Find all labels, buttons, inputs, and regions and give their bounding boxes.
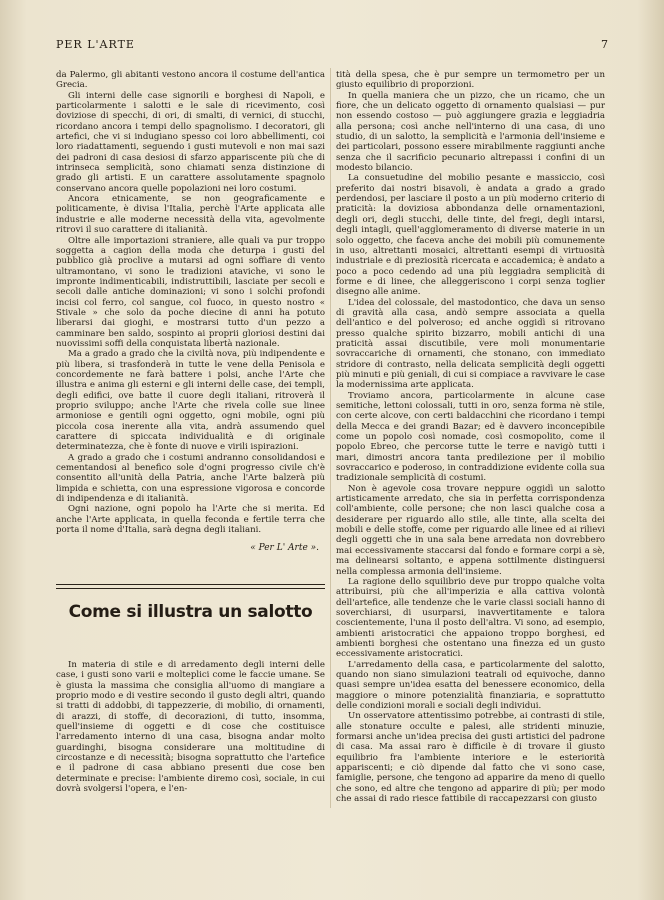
paragraph: da Palermo, gli abitanti vestono ancora il costume dell'antica Grecia.: [56, 70, 325, 91]
paragraph: La ragione dello squilibrio deve pur troppo qualche volta attribuirsi, più che all'imperizia e alla cattiva volontà dell'artefice, alle tendenze che le varie classi sociali hanno di soverchiarsi, di usurparsi, inavvertitamente e talora coscientemente, l'una il posto dell'altra. Vi sono, ad esempio, ambienti aristocratici che appaiono troppo borghesi, ed ambienti borghesi che ostentano una finezza ed un gusto eccessivamente aristocratici.: [336, 576, 605, 660]
page-header: [56, 38, 608, 54]
paragraph: Ancora etnicamente, se non geograficamente e politicamente, è divisa l'Italia, perchè l'Arte applicata alle industrie e alle moderne necessità della vita, agevolmente ritrovi il suo carattere di italianità.: [56, 194, 325, 236]
paragraph: La consuetudine del mobilio pesante e massiccio, così preferito dai nostri bisavoli, è andata a grado a grado perdendosi, per lasciare il posto a un più moderno criterio di praticità: la doviziosa abbondanza delle ornamentazioni, degli ori, degli stucchi, delle tinte, del fregi, degli intarsi, degli intagli, quell'agglomeramento di diverse materie in un solo oggetto, che faceva anche dei mobili più comunemente in uso, altrettanti mosaici, altrettanti esempi di virtuosità industriale e di preziosità ricercata e accademica; è andato a poco a poco cedendo ad una più leggiadra semplicità di forme e di linee, che alleggeriscono i corpi senza toglier disegno alle anime.: [336, 173, 605, 298]
section-divider-bottom: [56, 588, 325, 589]
article-column: [56, 660, 325, 794]
paragraph: Ma a grado a grado che la civiltà nova, più indipendente e più libera, si trasfonderà in tutte le vene della Penisola e concordemente ne farà battere i polsi, anche l'Arte che illustra e anima gli esterni e gli interni delle case, dei templi, degli edifici, ove batte il cuore degli italiani, ritroverà il proprio sviluppo; anche l'Arte che rivela colle sue linee armoniose e gentili ogni oggetto, ogni mobile, ogni più piccola cosa inerente alla vita, andrà assumendo quel carattere di spiccata individualità e di originale determinatezza, che è fonte di nuove e virili ispirazioni.: [56, 349, 325, 453]
signature: « Per L' Arte ».: [250, 543, 319, 554]
paragraph: L'idea del colossale, del mastodontico, che dava un senso di gravità alla casa, andò sempre associata a quella dell'antico e del polveroso; ed anche oggidì si ritrovano presso qualche spirito bizzarro, mobili antichi di una praticità assai discutibile, vere moli monumentarie sovraccariche di ornamenti, che stonano, con immediato stridore di contrasto, nella delicata semplicità degli oggetti più minuti e più geniali, di cui si compiace a ravvivare le case la modernissima arte applicata.: [336, 297, 605, 391]
paragraph: Gli interni delle case signorili e borghesi di Napoli, e particolarmente i salotti e le sale di ricevimento, così doviziose di specchi, di ori, di smalti, di vernici, di stucchi, ricordano ancora i tempi dello spagnolismo. I decoratori, gli artefici, che vi si indugiano spesso coi loro abbellimenti, coi loro riadattamenti, seguendo i gusti mutevoli e non mai sazi dei padroni di casa desiosi di sfarzo appariscente più che di intrinseca semplicità, sono chiamati senza distinzione di grado gli artisti. E un carattere assolutamente spagnolo conservano ancora quelle popolazioni nei loro costumi.: [56, 90, 325, 194]
right-column: [336, 70, 605, 804]
article-title: Come si illustra un salotto: [68, 602, 313, 622]
paragraph: A grado a grado che i costumi andranno consolidandosi e cementandosi al benefico sole d'ogni progresso civile ch'è consentito all'unità della Patria, anche l'Arte balzerà più limpida e schietta, con una espressione vigorosa e concorde di indipendenza e di italianità.: [56, 452, 325, 505]
column-gutter: [330, 68, 331, 808]
paragraph: tità della spesa, che è pur sempre un termometro per un giusto equilibrio di proporzioni.: [336, 70, 605, 91]
left-column: [56, 70, 325, 554]
page-number: 7: [601, 38, 608, 51]
running-title: PER L'ARTE: [56, 38, 135, 51]
paragraph: In quella maniera che un pizzo, che un ricamo, che un fiore, che un delicato oggetto di ornamento qualsiasi — pur non essendo costoso — può aggiungere grazia e leggiadria alla persona; così anche nell'interno di una casa, di uno studio, di un salotto, la semplicità e l'armonia dell'insieme e dei particolari, possono essere mirabilmente raggiunti anche senza che il sacrificio pecunario altrepassi i confini di un modesto bilancio.: [336, 90, 605, 174]
paragraph: Non è agevole cosa trovare neppure oggidì un salotto artisticamente arredato, che sia in perfetta corrispondenza coll'ambiente, colle persone; che non lasci qualche cosa a desiderare per riguardo allo stile, alle tinte, alla scelta dei mobili e delle stoffe, come per riguardo alle linee ed ai rilievi degli oggetti che in una sala bene arredata non dovrebbero mai eccessivamente staccarsi dal fondo e formare corpi a sè, ma delinearsi soltanto, e appena sottilmente distinguersi nella complessa armonia dell'insieme.: [336, 483, 605, 577]
paragraph: Ogni nazione, ogni popolo ha l'Arte che si merita. Ed anche l'Arte applicata, in quella feconda e fertile terra che porta il nome d'Italia, sarà degna degli italiani.: [56, 504, 325, 536]
paragraph: In materia di stile e di arredamento degli interni delle case, i gusti sono varii e molteplici come le faccie umane. Se è giusta la massima che consiglia all'uomo di mangiare a proprio modo e di vestire secondo il gusto degli altri, quando si tratti di addobbi, di tappezzerie, di mobilio, di ornamenti, di arazzi, di stoffe, di decorazioni, di tutto, insomma, quell'insieme di oggetti e di cose che costituisce l'arredamento interno di una casa, bisogna andar molto guardinghi, bisogna considerare una moltitudine di circostanze e di necessità; bisogna soprattutto che l'artefice e il padrone di casa abbiano presenti due cose ben determinate e precise: l'ambiente diremo così, sociale, in cui dovrà svolgersi l'opera, e l'en-: [56, 660, 325, 795]
section-divider-top: [56, 584, 325, 585]
paragraph: L'arredamento della casa, e particolarmente del salotto, quando non siano simulazioni teatrali od equivoche, danno quasi sempre un'idea esatta del benessere economico, della maggiore o minore potenzialità finanziaria, e soprattutto delle condizioni morali e sociali degli individui.: [336, 659, 605, 711]
paragraph: Oltre alle importazioni straniere, alle quali va pur troppo soggetta a cagion della moda che deturpa i gusti del pubblico già proclive a mutarsi ad ogni soffiare di vento ultramontano, vi sono le tradizioni ataviche, vi sono le impronte indimenticabili, indistruttibili, lasciate per secoli e secoli dalle antiche dominazioni; vi sono i solchi profondi incisi col ferro, col sangue, col fuoco, in questo nostro « Stivale » che solo da poche diecine di anni ha potuto liberarsi dai gioghi, e mostrarsi tutto d'un pezzo a camminare ben saldo, sospinto ai proprii gloriosi destini dai nuovissimi soffi della conquistata libertà nazionale.: [56, 235, 325, 349]
paragraph: Un osservatore attentissimo potrebbe, ai contrasti di stile, alle stonature occulte e palesi, alle stridenti minuzie, formarsi anche un'idea precisa dei gusti artistici del padrone di casa. Ma assai raro è difficile è di trovare il giusto equilibrio fra l'ambiente interiore e le esteriorità appariscenti; e ciò dipende dal fatto che vi sono case, famiglie, persone, che tengono ad apparire da meno di quello che sono, ed altre che tengono ad apparire di più; per modo che assai di rado riesce fattibile di raccapezzarsi con giusto: [336, 711, 605, 805]
paragraph: Troviamo ancora, particolarmente in alcune case semitiche, lettoni colossali, tutti in oro, senza forma nè stile, con certe alcove, con certi baldacchini che ricordano i tempi della Mecca e dei grandi Bazar; ed è davvero inconcepibile come un popolo così nomade, così cosmopolito, come il popolo Ebreo, che percorse tutte le terre e navigò tutti i mari, dimostri ancora tanta predilezione per il mobilio sovraccarico e poderoso, in contraddizione evidente colla sua tradizionale semplicità di costumi.: [336, 390, 605, 484]
